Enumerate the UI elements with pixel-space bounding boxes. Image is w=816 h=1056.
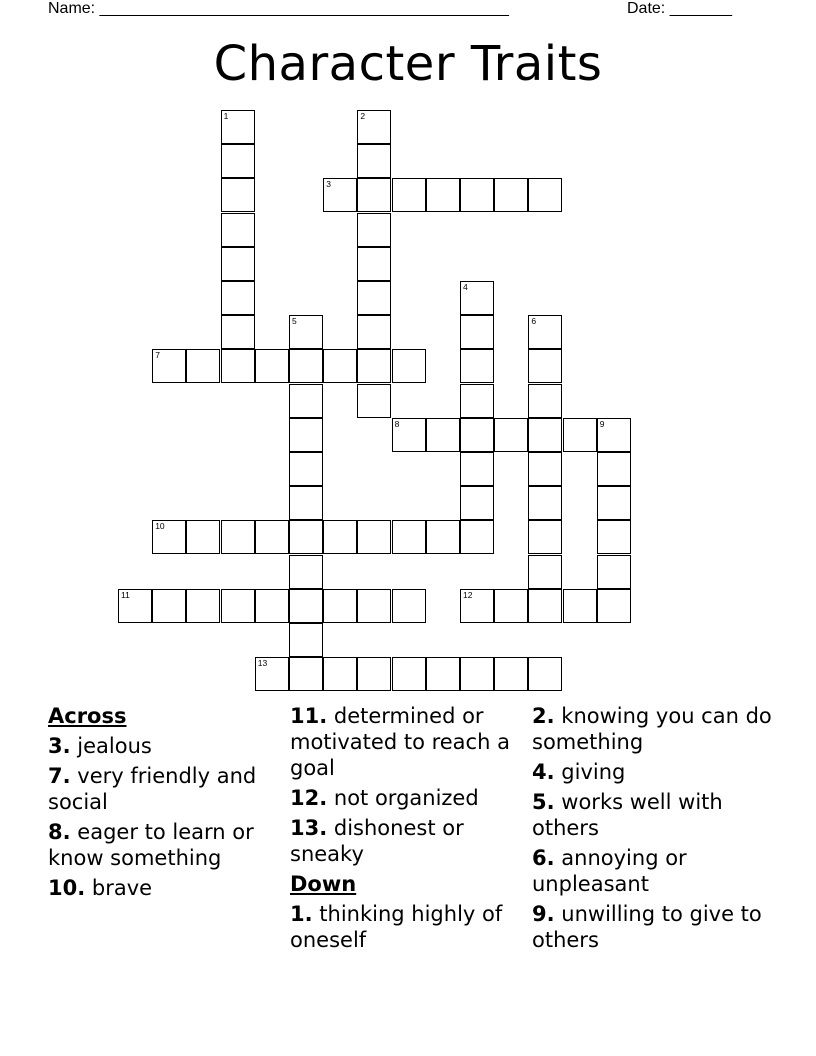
grid-cell[interactable] [357, 589, 391, 623]
grid-cell[interactable] [460, 178, 494, 212]
grid-cell[interactable] [255, 657, 289, 691]
grid-cell[interactable] [357, 657, 391, 691]
clue-number-label: 6 [531, 316, 537, 327]
grid-cell[interactable] [357, 281, 391, 315]
clue-across-7: 7. very friendly and social [48, 764, 257, 814]
grid-cell[interactable] [563, 589, 597, 623]
clue-number-label: 10 [155, 521, 165, 532]
grid-cell[interactable] [426, 520, 460, 554]
grid-cell[interactable] [221, 213, 255, 247]
grid-cell[interactable] [152, 349, 186, 383]
grid-cell[interactable] [528, 589, 562, 623]
grid-cell[interactable] [460, 315, 494, 349]
grid-cell[interactable] [460, 486, 494, 520]
grid-cell[interactable] [221, 144, 255, 178]
grid-cell[interactable] [460, 452, 494, 486]
grid-cell[interactable] [289, 418, 323, 452]
grid-cell[interactable] [186, 520, 220, 554]
clue-number-label: 9 [599, 418, 605, 429]
clue-across-10: 10. brave [48, 876, 153, 900]
grid-cell[interactable] [357, 520, 391, 554]
clue-down-2: 2. knowing you can do something [532, 704, 772, 754]
grid-cell[interactable] [528, 178, 562, 212]
grid-cell[interactable] [186, 589, 220, 623]
name-field-label: Name: ______________________________________________ [48, 0, 509, 17]
grid-cell[interactable] [221, 589, 255, 623]
grid-cell[interactable] [357, 178, 391, 212]
clue-number-label: 3 [326, 179, 331, 190]
grid-cell[interactable] [494, 589, 528, 623]
clue-number-label: 11 [121, 589, 130, 600]
clues-column-1 [48, 703, 283, 905]
grid-cell[interactable] [460, 384, 494, 418]
grid-cell[interactable] [597, 452, 631, 486]
grid-cell[interactable] [323, 349, 357, 383]
grid-cell[interactable] [289, 589, 323, 623]
grid-cell[interactable] [460, 418, 494, 452]
grid-cell[interactable] [528, 384, 562, 418]
grid-cell[interactable] [528, 555, 562, 589]
grid-cell[interactable] [255, 520, 289, 554]
clue-across-11: 11. determined or motivated to reach a goal [290, 704, 510, 780]
grid-cell[interactable] [118, 589, 152, 623]
grid-cell[interactable] [392, 657, 426, 691]
grid-cell[interactable] [392, 520, 426, 554]
grid-cell[interactable] [597, 486, 631, 520]
grid-cell[interactable] [357, 315, 391, 349]
grid-cell[interactable] [323, 520, 357, 554]
grid-cell[interactable] [289, 315, 323, 349]
grid-cell[interactable] [221, 520, 255, 554]
clue-down-5: 5. works well with others [532, 790, 723, 840]
grid-cell[interactable] [528, 486, 562, 520]
grid-cell[interactable] [460, 657, 494, 691]
grid-cell[interactable] [357, 247, 391, 281]
grid-cell[interactable] [494, 418, 528, 452]
down-heading: Down [290, 872, 357, 896]
grid-cell[interactable] [289, 623, 323, 657]
grid-cell[interactable] [563, 418, 597, 452]
grid-cell[interactable] [221, 315, 255, 349]
grid-cell[interactable] [528, 657, 562, 691]
clue-number-label: 8 [394, 418, 400, 429]
grid-cell[interactable] [460, 520, 494, 554]
grid-cell[interactable] [255, 349, 289, 383]
grid-cell[interactable] [528, 315, 562, 349]
grid-cell[interactable] [460, 281, 494, 315]
grid-cell[interactable] [289, 486, 323, 520]
grid-cell[interactable] [289, 349, 323, 383]
grid-cell[interactable] [357, 144, 391, 178]
clue-number-label: 7 [155, 350, 160, 361]
clue-across-12: 12. not organized [290, 786, 479, 810]
grid-cell[interactable] [528, 418, 562, 452]
clue-number-label: 12 [463, 589, 473, 600]
page-title: Character Traits [213, 36, 603, 92]
grid-cell[interactable] [357, 349, 391, 383]
grid-cell[interactable] [426, 657, 460, 691]
across-heading: Across [48, 704, 127, 728]
grid-cell[interactable] [289, 452, 323, 486]
clue-number-label: 13 [257, 658, 268, 669]
grid-cell[interactable] [255, 589, 289, 623]
grid-cell[interactable] [289, 384, 323, 418]
grid-cell[interactable] [357, 384, 391, 418]
grid-cell[interactable] [460, 349, 494, 383]
grid-cell[interactable] [357, 213, 391, 247]
clue-down-1: 1. thinking highly of oneself [290, 902, 503, 952]
grid-cell[interactable] [357, 110, 391, 144]
grid-cell[interactable] [323, 657, 357, 691]
clue-across-8: 8. eager to learn or know something [48, 820, 254, 870]
grid-cell[interactable] [289, 657, 323, 691]
grid-cell[interactable] [597, 589, 631, 623]
grid-cell[interactable] [186, 349, 220, 383]
grid-cell[interactable] [528, 452, 562, 486]
grid-cell[interactable] [597, 555, 631, 589]
grid-cell[interactable] [597, 418, 631, 452]
grid-cell[interactable] [494, 178, 528, 212]
clues-column-2 [290, 703, 530, 957]
clue-across-13: 13. dishonest or sneaky [290, 816, 464, 866]
grid-cell[interactable] [289, 520, 323, 554]
grid-cell[interactable] [323, 589, 357, 623]
grid-cell[interactable] [528, 520, 562, 554]
clue-number-label: 4 [463, 282, 468, 292]
date-field-label: Date: _______ [627, 0, 732, 17]
grid-cell[interactable] [221, 178, 255, 212]
grid-cell[interactable] [392, 178, 426, 212]
grid-cell[interactable] [152, 589, 186, 623]
grid-cell[interactable] [392, 589, 426, 623]
clue-number-label: 5 [292, 316, 297, 327]
grid-cell[interactable] [392, 349, 426, 383]
clue-number-label: 2 [360, 111, 366, 121]
grid-cell[interactable] [323, 178, 357, 212]
clue-down-9: 9. unwilling to give to others [532, 902, 762, 952]
grid-cell[interactable] [289, 555, 323, 589]
clue-down-4: 4. giving [532, 760, 626, 784]
grid-cell[interactable] [494, 657, 528, 691]
clue-number-label: 1 [223, 111, 229, 121]
grid-cell[interactable] [426, 418, 460, 452]
grid-cell[interactable] [221, 247, 255, 281]
grid-cell[interactable] [221, 281, 255, 315]
grid-cell[interactable] [221, 110, 255, 144]
grid-cell[interactable] [460, 589, 494, 623]
grid-cell[interactable] [426, 178, 460, 212]
grid-cell[interactable] [221, 349, 255, 383]
grid-cell[interactable] [392, 418, 426, 452]
clue-down-6: 6. annoying or unpleasant [532, 846, 687, 896]
clues-column-3 [532, 703, 772, 957]
grid-cell[interactable] [528, 349, 562, 383]
grid-cell[interactable] [597, 520, 631, 554]
grid-cell[interactable] [152, 520, 186, 554]
clue-across-3: 3. jealous [48, 734, 152, 758]
